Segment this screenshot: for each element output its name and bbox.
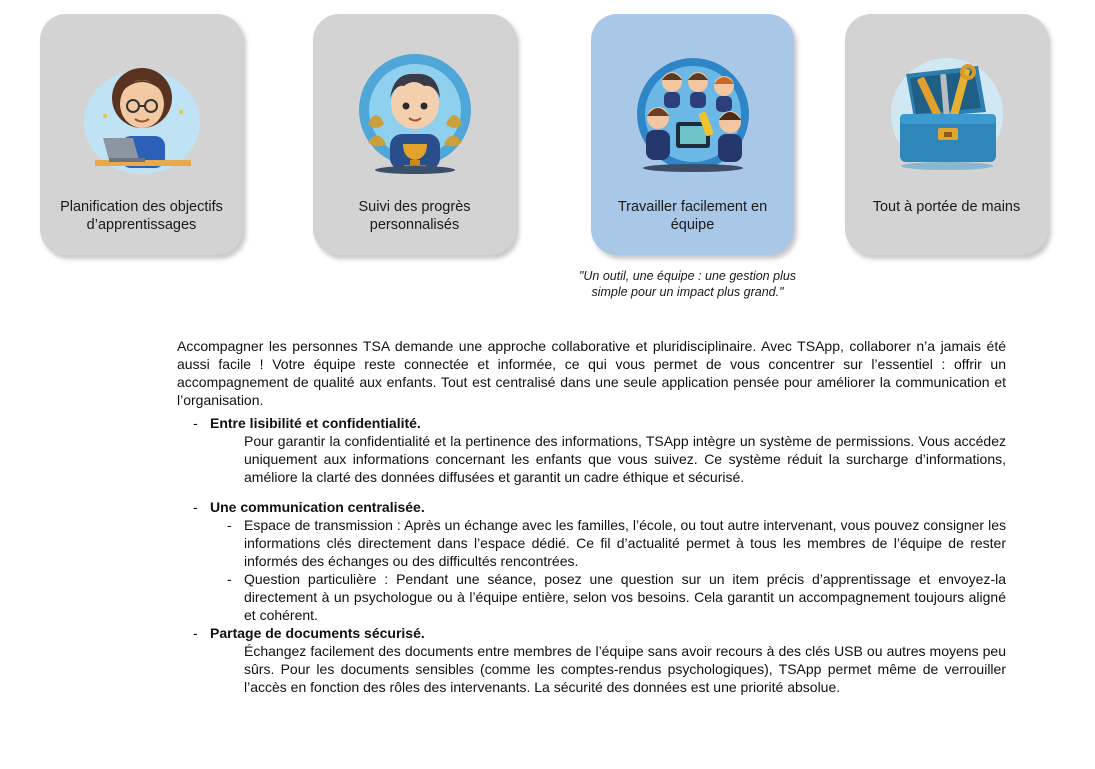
feature-card-label: Travailler facilement en équipe: [617, 199, 768, 233]
sub-bullet-dash: -: [227, 571, 232, 587]
woman-at-laptop-icon: [81, 52, 203, 174]
list-item: [210, 516, 1006, 570]
sub-bullet-dash: -: [227, 517, 232, 533]
list-item-text: Espace de transmission : Après un échange avec les familles, l’école, ou tout autre intervenant, vous pouvez consigner les informations clés directement dans l’espace dédié. Ce fil d’actualité permet à tous les membres de l’équipe de rester informés des échanges ou des difficultés rencontrées.: [244, 517, 1006, 569]
bullet-dash: -: [193, 415, 198, 431]
section-body: Échangez facilement des documents entre membres de l’équipe sans avoir recours à des clés USB ou autres moyens peu sûrs. Pour les documents sensibles (comme les comptes-rendus psychologiques), TSApp permet même de verrouiller l’accès en fonction des rôles des intervenants. La sécurité des données est une priorité absolue.: [244, 643, 1006, 695]
quote-text: "Un outil, une équipe : une gestion plus simple pour un impact plus grand.": [578, 269, 797, 299]
list-item: [210, 570, 1006, 624]
feature-card-label: Planification des objectifs d’apprentissages: [60, 199, 223, 233]
team-of-children-icon: [632, 52, 754, 174]
main-content: [177, 337, 1006, 696]
section-body: Pour garantir la confidentialité et la pertinence des informations, TSApp intègre un système de permissions. Vous accédez uniquement aux informations concernant les enfants que vous suivez. Ce système réduit la surcharge d’informations, améliore la clarté des données diffusées et garantit un cadre éthique et sécurisé.: [244, 433, 1006, 485]
section-title: Une communication centralisée.: [210, 499, 425, 515]
feature-card-tools[interactable]: [845, 14, 1048, 255]
section-title: Entre lisibilité et confidentialité.: [210, 415, 421, 431]
bullet-dash: -: [193, 499, 198, 515]
list-item-text: Question particulière : Pendant une séance, posez une question sur un item précis d’apprentissage et envoyez-la directement à un psychologue ou à l’équipe entière, selon vos besoins. Cela garantit un accompagnement toujours aligné et cohérent.: [244, 571, 1006, 623]
section-confidentiality: [177, 414, 1006, 486]
section-document-sharing: [177, 624, 1006, 696]
section-title: Partage de documents sécurisé.: [210, 625, 425, 641]
toolbox-icon: [886, 52, 1008, 174]
feature-card-planning[interactable]: [40, 14, 243, 255]
bullet-dash: -: [193, 625, 198, 641]
feature-card-label: Suivi des progrès personnalisés: [358, 199, 471, 233]
feature-card-teamwork[interactable]: [591, 14, 794, 255]
intro-paragraph: Accompagner les personnes TSA demande une approche collaborative et pluridisciplinaire. Avec TSApp, collaborer n’a jamais été aussi facile ! Votre équipe reste connectée et informée, ce qui vous permet de vous concentrer sur l’essentiel : offrir un accompagnement de qualité aux enfants. Tout est centralisé dans une seule application pensée pour améliorer la communication et l’organisation.: [177, 338, 1006, 408]
section-communication: [177, 498, 1006, 624]
feature-card-label: Tout à portée de mains: [872, 199, 1021, 215]
boy-with-trophy-icon: [354, 52, 476, 174]
feature-card-progress[interactable]: [313, 14, 516, 255]
